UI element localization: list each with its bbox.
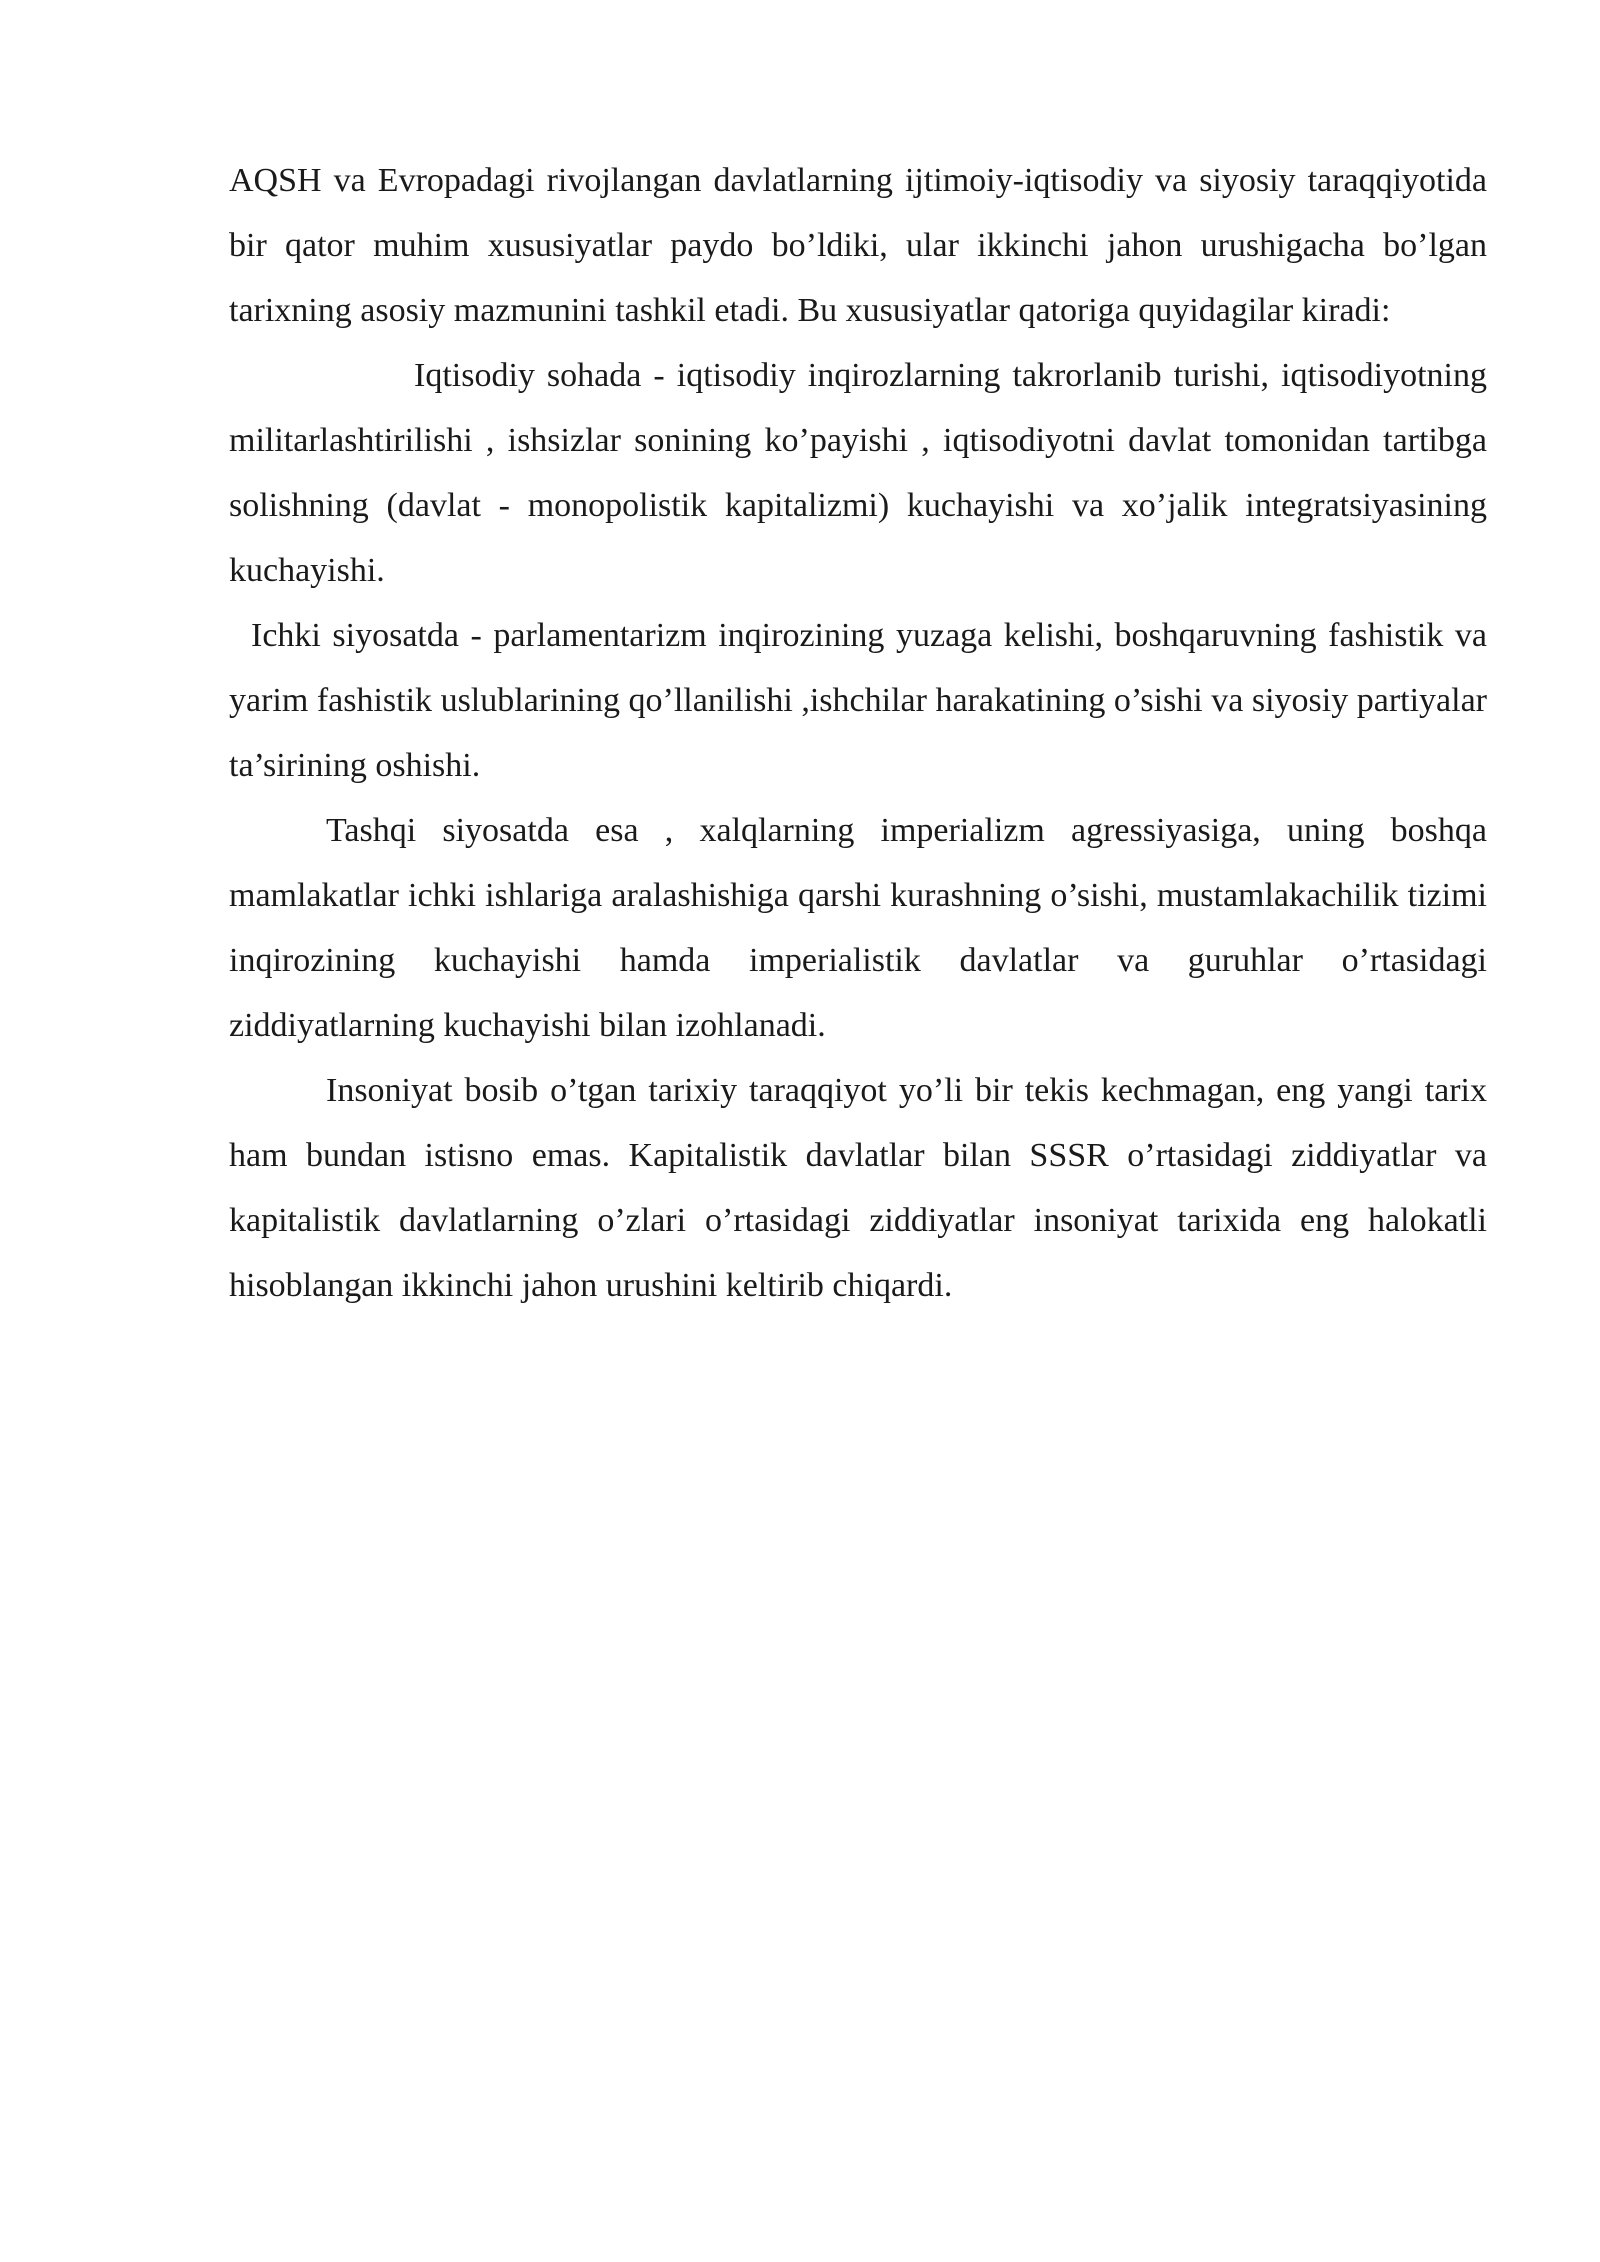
paragraph-conclusion: Insoniyat bosib o’tgan tarixiy taraqqiyot yo’li bir tekis kechmagan, eng yangi tarix ham bundan istisno emas. Kapitalistik davlatlar bilan SSSR o’rtasidagi ziddiyatlar va kapitalistik davlatlarning o’zlari o’rtasidagi ziddiyatlar insoniyat tarixida eng halokatli hisoblangan ikkinchi jahon urushini keltirib chiqardi. [229,1072,1487,1304]
document-body [229,148,1487,1318]
paragraph-foreign-policy: Tashqi siyosatda esa , xalqlarning imperializm agressiyasiga, uning boshqa mamlakatlar ichki ishlariga aralashishiga qarshi kurashning o’sishi, mustamlakachilik tizimi inqirozining kuchayishi hamda imperialistik davlatlar va guruhlar o’rtasidagi ziddiyatlarning kuchayishi bilan izohlanadi. [229,812,1487,1044]
paragraph-economic: Iqtisodiy sohada - iqtisodiy inqirozlarning takrorlanib turishi, iqtisodiyotning militarlashtirilishi , ishsizlar sonining ko’payishi , iqtisodiyotni davlat tomonidan tartibga solishning (davlat - monopolistik kapitalizmi) kuchayishi va xo’jalik integratsiyasining kuchayishi. [229,357,1487,589]
paragraph-intro: AQSH va Evropadagi rivojlangan davlatlarning ijtimoiy-iqtisodiy va siyosiy taraqqiyotida bir qator muhim xususiyatlar paydo bo’ldiki, ular ikkinchi jahon urushigacha bo’lgan tarixning asosiy mazmunini tashkil etadi. Bu xususiyatlar qatoriga quyidagilar kiradi: [229,162,1487,329]
paragraph-domestic-policy: Ichki siyosatda - parlamentarizm inqirozining yuzaga kelishi, boshqaruvning fashistik va yarim fashistik uslublarining qo’llanilishi ,ishchilar harakatining o’sishi va siyosiy partiyalar ta’sirining oshishi. [229,617,1487,784]
